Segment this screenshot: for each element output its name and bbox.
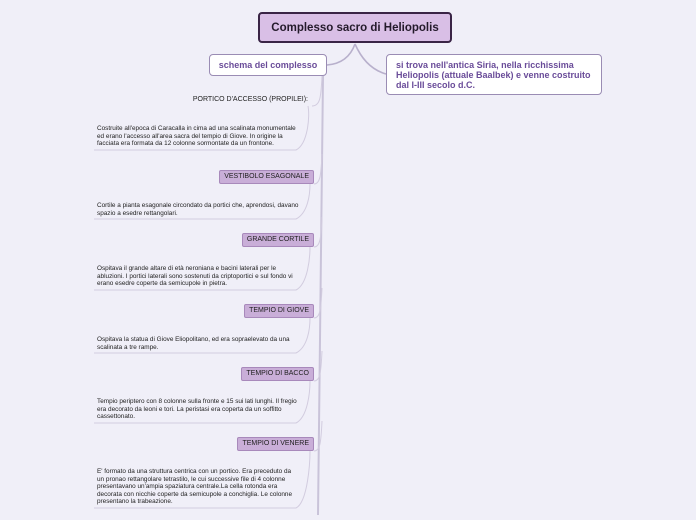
connector-root-left (327, 44, 355, 65)
section-text-tempio-venere (97, 468, 299, 506)
section-text-label: Costruite all'epoca di Caracalla in cima ad una scalinata monumentale ed erano l'accesso all'area sacra del tempio di Giove. In origine la facciata era formata da 12 colonne sormontate da un frontone. (97, 125, 296, 148)
section-title-label: VESTIBOLO ESAGONALE (224, 173, 309, 180)
section-text-label: Ospitava il grande altare di età neroniana e bacini laterali per le abluzioni. I portici laterali sono sostenuti da criptoportici e sul fondo vi erano esedre coperte da semicupole in pietra. (97, 265, 293, 288)
section-text-label: Ospitava la statua di Giove Eliopolitano, ed era sopraelevato da una scalinata a tre rampe. (97, 336, 290, 351)
section-text-tempio-bacco (97, 398, 299, 421)
section-title-tempio-giove[interactable] (244, 304, 314, 318)
branch-node-label: schema del complesso (218, 60, 318, 70)
root-node-label: Complesso sacro di Heliopolis (271, 21, 439, 34)
section-title-label: PORTICO D'ACCESSO (PROPILEI): (192, 96, 308, 103)
section-title-label: GRANDE CORTILE (246, 236, 309, 243)
section-text-tempio-giove (97, 336, 299, 351)
section-text-vestibolo (97, 202, 299, 217)
section-title-connector (314, 154, 322, 184)
section-title-connector (312, 76, 322, 106)
branch-node-label: si trova nell'antica Siria, nella ricchissima Heliopolis (attuale Baalbek) e venne costruito dal I-III secolo d.C. (396, 60, 591, 90)
connector-root-right (355, 44, 386, 74)
section-text-grande-cortile (97, 265, 299, 288)
section-text-portico (97, 125, 299, 148)
section-title-tempio-bacco[interactable] (241, 367, 314, 381)
branch-node-location[interactable] (386, 54, 602, 95)
root-node[interactable] (258, 12, 452, 43)
section-title-portico[interactable] (189, 94, 312, 106)
section-title-grande-cortile[interactable] (242, 233, 314, 247)
section-title-label: TEMPIO DI VENERE (242, 440, 309, 447)
section-title-vestibolo[interactable] (219, 170, 314, 184)
section-title-label: TEMPIO DI BACCO (246, 370, 309, 377)
section-text-label: Cortile a pianta esagonale circondato da portici che, aprendosi, davano spazio a esedre rettangolari. (97, 202, 299, 217)
section-text-label: Tempio periptero con 8 colonne sulla fronte e 15 sui lati lunghi. Il fregio era decorato da leoni e tori. La peristasi era coperta da un soffitto cassettonato. (97, 398, 297, 421)
connector-trunk (318, 76, 323, 515)
section-title-tempio-venere[interactable] (237, 437, 314, 451)
section-title-label: TEMPIO DI GIOVE (249, 307, 309, 314)
section-text-label: E' formato da una struttura centrica con un portico. Era preceduto da un pronao rettangolare tetrastilo, le cui successive file di 4 colonne presentavano un'ampia spaziatura centrale.La cella rotonda era decorata con nicchie coperte da semicupole a conchiglia. Le colonne presentano la trabeazione. (97, 468, 293, 506)
branch-node-schema[interactable] (209, 54, 327, 76)
